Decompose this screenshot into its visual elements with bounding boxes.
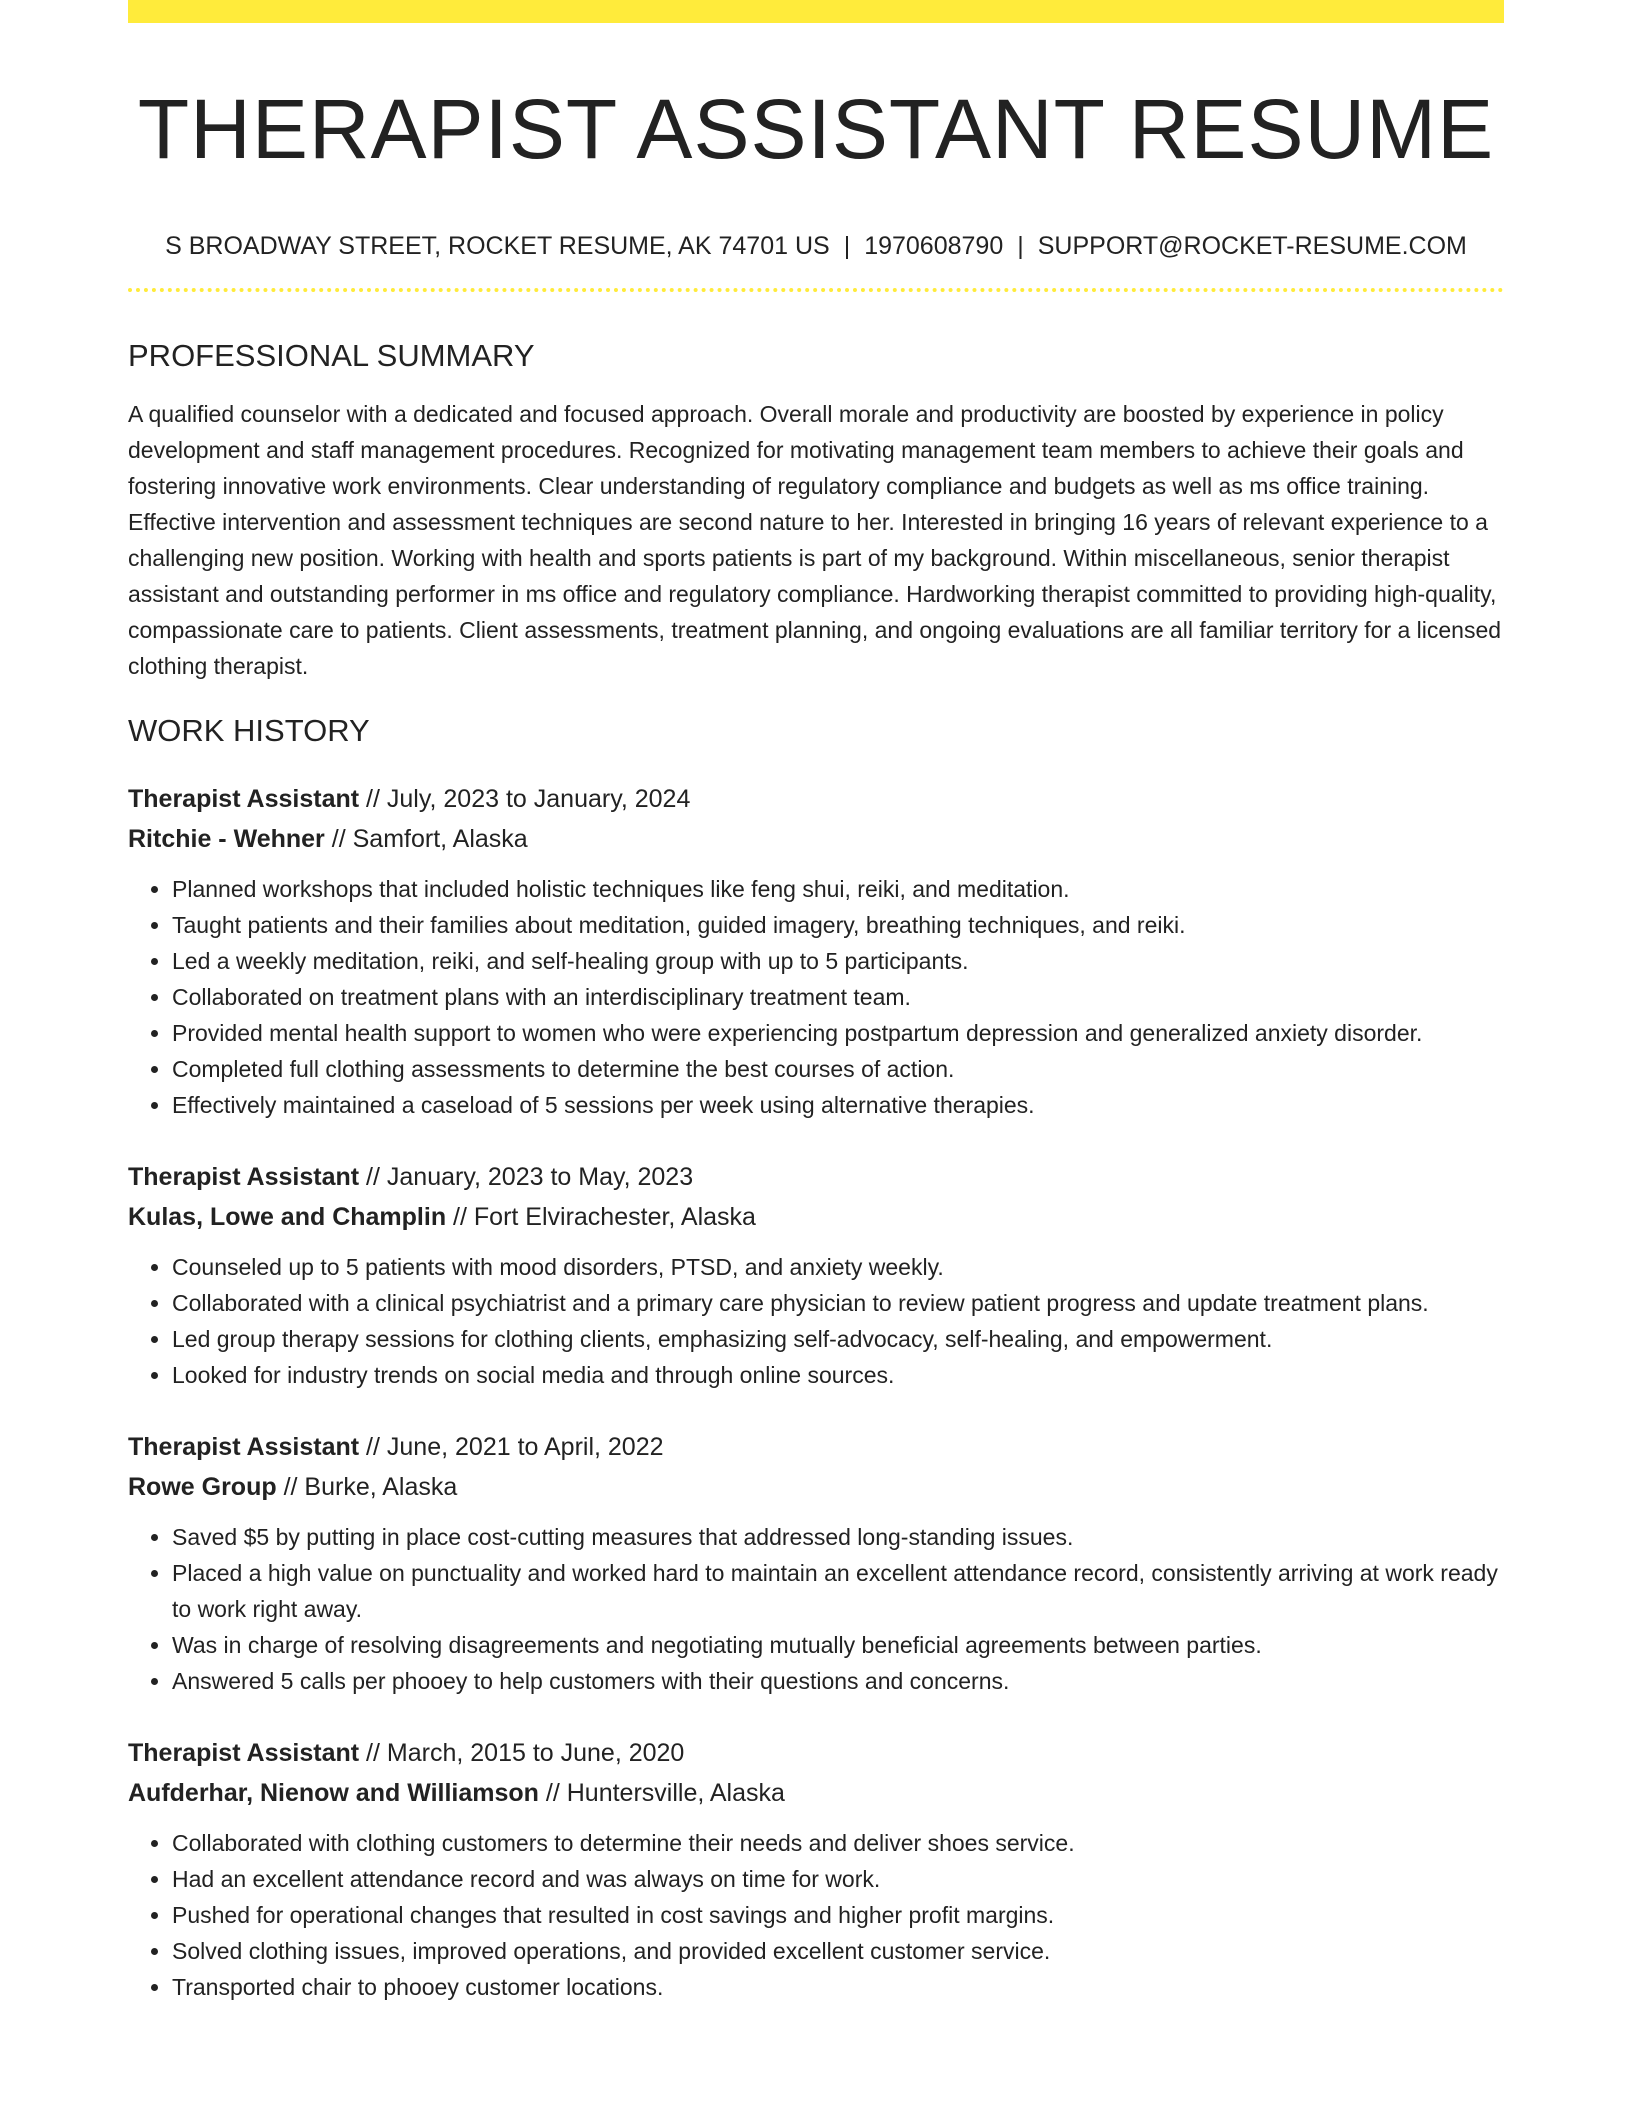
- job-delimiter: //: [366, 1162, 380, 1191]
- bullet-item: • Collaborated with clothing customers to determine their needs and deliver shoes service.: [172, 1825, 1504, 1861]
- bullet-item: • Taught patients and their families about meditation, guided imagery, breathing techniques, and reiki.: [172, 907, 1504, 943]
- bullet-item: • Planned workshops that included holistic techniques like feng shui, reiki, and meditation.: [172, 871, 1504, 907]
- contact-email: SUPPORT@ROCKET-RESUME.COM: [1037, 232, 1467, 261]
- contact-address: S BROADWAY STREET, ROCKET RESUME, AK 74701 US: [165, 232, 830, 261]
- job-title-line: [128, 1733, 1504, 1773]
- bullet-item: • Collaborated with a clinical psychiatrist and a primary care physician to review patient progress and update treatment plans.: [172, 1285, 1504, 1321]
- job-location: Samfort, Alaska: [352, 824, 528, 853]
- summary-heading: PROFESSIONAL SUMMARY: [128, 338, 535, 374]
- job-entry: [128, 1427, 1504, 1699]
- job-delimiter: //: [283, 1472, 298, 1501]
- job-dates: March, 2015 to June, 2020: [386, 1738, 685, 1767]
- contact-phone: 1970608790: [864, 232, 1004, 261]
- job-company-line: [128, 1467, 1504, 1507]
- job-bullets: [128, 1249, 1504, 1393]
- job-dates: January, 2023 to May, 2023: [386, 1162, 694, 1191]
- job-title: Therapist Assistant: [128, 1432, 360, 1461]
- bullet-item: • Answered 5 calls per phooey to help customers with their questions and concerns.: [172, 1663, 1504, 1699]
- job-bullets: [128, 871, 1504, 1123]
- job-dates: July, 2023 to January, 2024: [386, 784, 691, 813]
- bullet-item: • Saved $5 by putting in place cost-cutting measures that addressed long-standing issues.: [172, 1519, 1504, 1555]
- bullet-item: • Had an excellent attendance record and was always on time for work.: [172, 1861, 1504, 1897]
- bullet-item: • Completed full clothing assessments to determine the best courses of action.: [172, 1051, 1504, 1087]
- job-bullets: [128, 1825, 1504, 2005]
- job-company: Ritchie - Wehner: [128, 824, 325, 853]
- contact-separator: |: [1017, 232, 1024, 261]
- bullet-item: • Led group therapy sessions for clothing clients, emphasizing self-advocacy, self-healing, and empowerment.: [172, 1321, 1504, 1357]
- job-dates: June, 2021 to April, 2022: [386, 1432, 664, 1461]
- bullet-item: • Collaborated on treatment plans with an interdisciplinary treatment team.: [172, 979, 1504, 1015]
- accent-bar: [128, 0, 1504, 23]
- job-location: Burke, Alaska: [304, 1472, 458, 1501]
- job-company: Aufderhar, Nienow and Williamson: [128, 1778, 539, 1807]
- dotted-divider: [128, 288, 1504, 292]
- bullet-item: • Provided mental health support to women who were experiencing postpartum depression and generalized anxiety disorder.: [172, 1015, 1504, 1051]
- job-bullets: [128, 1519, 1504, 1699]
- contact-separator: |: [843, 232, 851, 261]
- contact-line: [128, 231, 1504, 261]
- job-delimiter: //: [366, 1738, 380, 1767]
- work-history-list: [128, 779, 1504, 2005]
- job-delimiter: //: [331, 824, 346, 853]
- job-company: Kulas, Lowe and Champlin: [128, 1202, 447, 1231]
- job-company-line: [128, 819, 1504, 859]
- job-title-line: [128, 1157, 1504, 1197]
- job-company-line: [128, 1197, 1504, 1237]
- job-location: Huntersville, Alaska: [566, 1778, 785, 1807]
- resume-title: THERAPIST ASSISTANT RESUME: [137, 82, 1495, 176]
- job-delimiter: //: [453, 1202, 467, 1231]
- bullet-item: • Transported chair to phooey customer locations.: [172, 1969, 1504, 2005]
- summary-text: A qualified counselor with a dedicated and focused approach. Overall morale and productivity are boosted by experience in policy development and staff management procedures. Recognized for motivating management team members to achieve their goals and fostering innovative work environments. Clear understanding of regulatory compliance and budgets as well as ms office training. Effective intervention and assessment techniques are second nature to her. Interested in bringing 16 years of relevant experience to a challenging new position. Working with health and sports patients is part of my background. Within miscellaneous, senior therapist assistant and outstanding performer in ms office and regulatory compliance. Hardworking therapist committed to providing high-quality, compassionate care to patients. Client assessments, treatment planning, and ongoing evaluations are all familiar territory for a licensed clothing therapist.: [128, 400, 1502, 679]
- job-delimiter: //: [366, 1432, 380, 1461]
- bullet-item: • Looked for industry trends on social media and through online sources.: [172, 1357, 1504, 1393]
- job-title-line: [128, 1427, 1504, 1467]
- bullet-item: • Solved clothing issues, improved operations, and provided excellent customer service.: [172, 1933, 1504, 1969]
- job-company: Rowe Group: [128, 1472, 277, 1501]
- work-history-heading: WORK HISTORY: [128, 712, 370, 748]
- bullet-item: • Was in charge of resolving disagreements and negotiating mutually beneficial agreements between parties.: [172, 1627, 1504, 1663]
- job-title: Therapist Assistant: [128, 784, 360, 813]
- job-delimiter: //: [545, 1778, 560, 1807]
- bullet-item: • Effectively maintained a caseload of 5 sessions per week using alternative therapies.: [172, 1087, 1504, 1123]
- job-title: Therapist Assistant: [128, 1738, 360, 1767]
- job-entry: [128, 1733, 1504, 2005]
- job-title-line: [128, 779, 1504, 819]
- bullet-item: • Counseled up to 5 patients with mood disorders, PTSD, and anxiety weekly.: [172, 1249, 1504, 1285]
- bullet-item: • Pushed for operational changes that resulted in cost savings and higher profit margins.: [172, 1897, 1504, 1933]
- job-location: Fort Elvirachester, Alaska: [473, 1202, 756, 1231]
- job-title: Therapist Assistant: [128, 1162, 360, 1191]
- bullet-item: • Led a weekly meditation, reiki, and self-healing group with up to 5 participants.: [172, 943, 1504, 979]
- resume-page: [128, 0, 1504, 2005]
- job-entry: [128, 1157, 1504, 1393]
- job-delimiter: //: [366, 784, 380, 813]
- bullet-item: • Placed a high value on punctuality and worked hard to maintain an excellent attendance record, consistently arriving at work ready to work right away.: [172, 1555, 1504, 1627]
- job-entry: [128, 779, 1504, 1123]
- job-company-line: [128, 1773, 1504, 1813]
